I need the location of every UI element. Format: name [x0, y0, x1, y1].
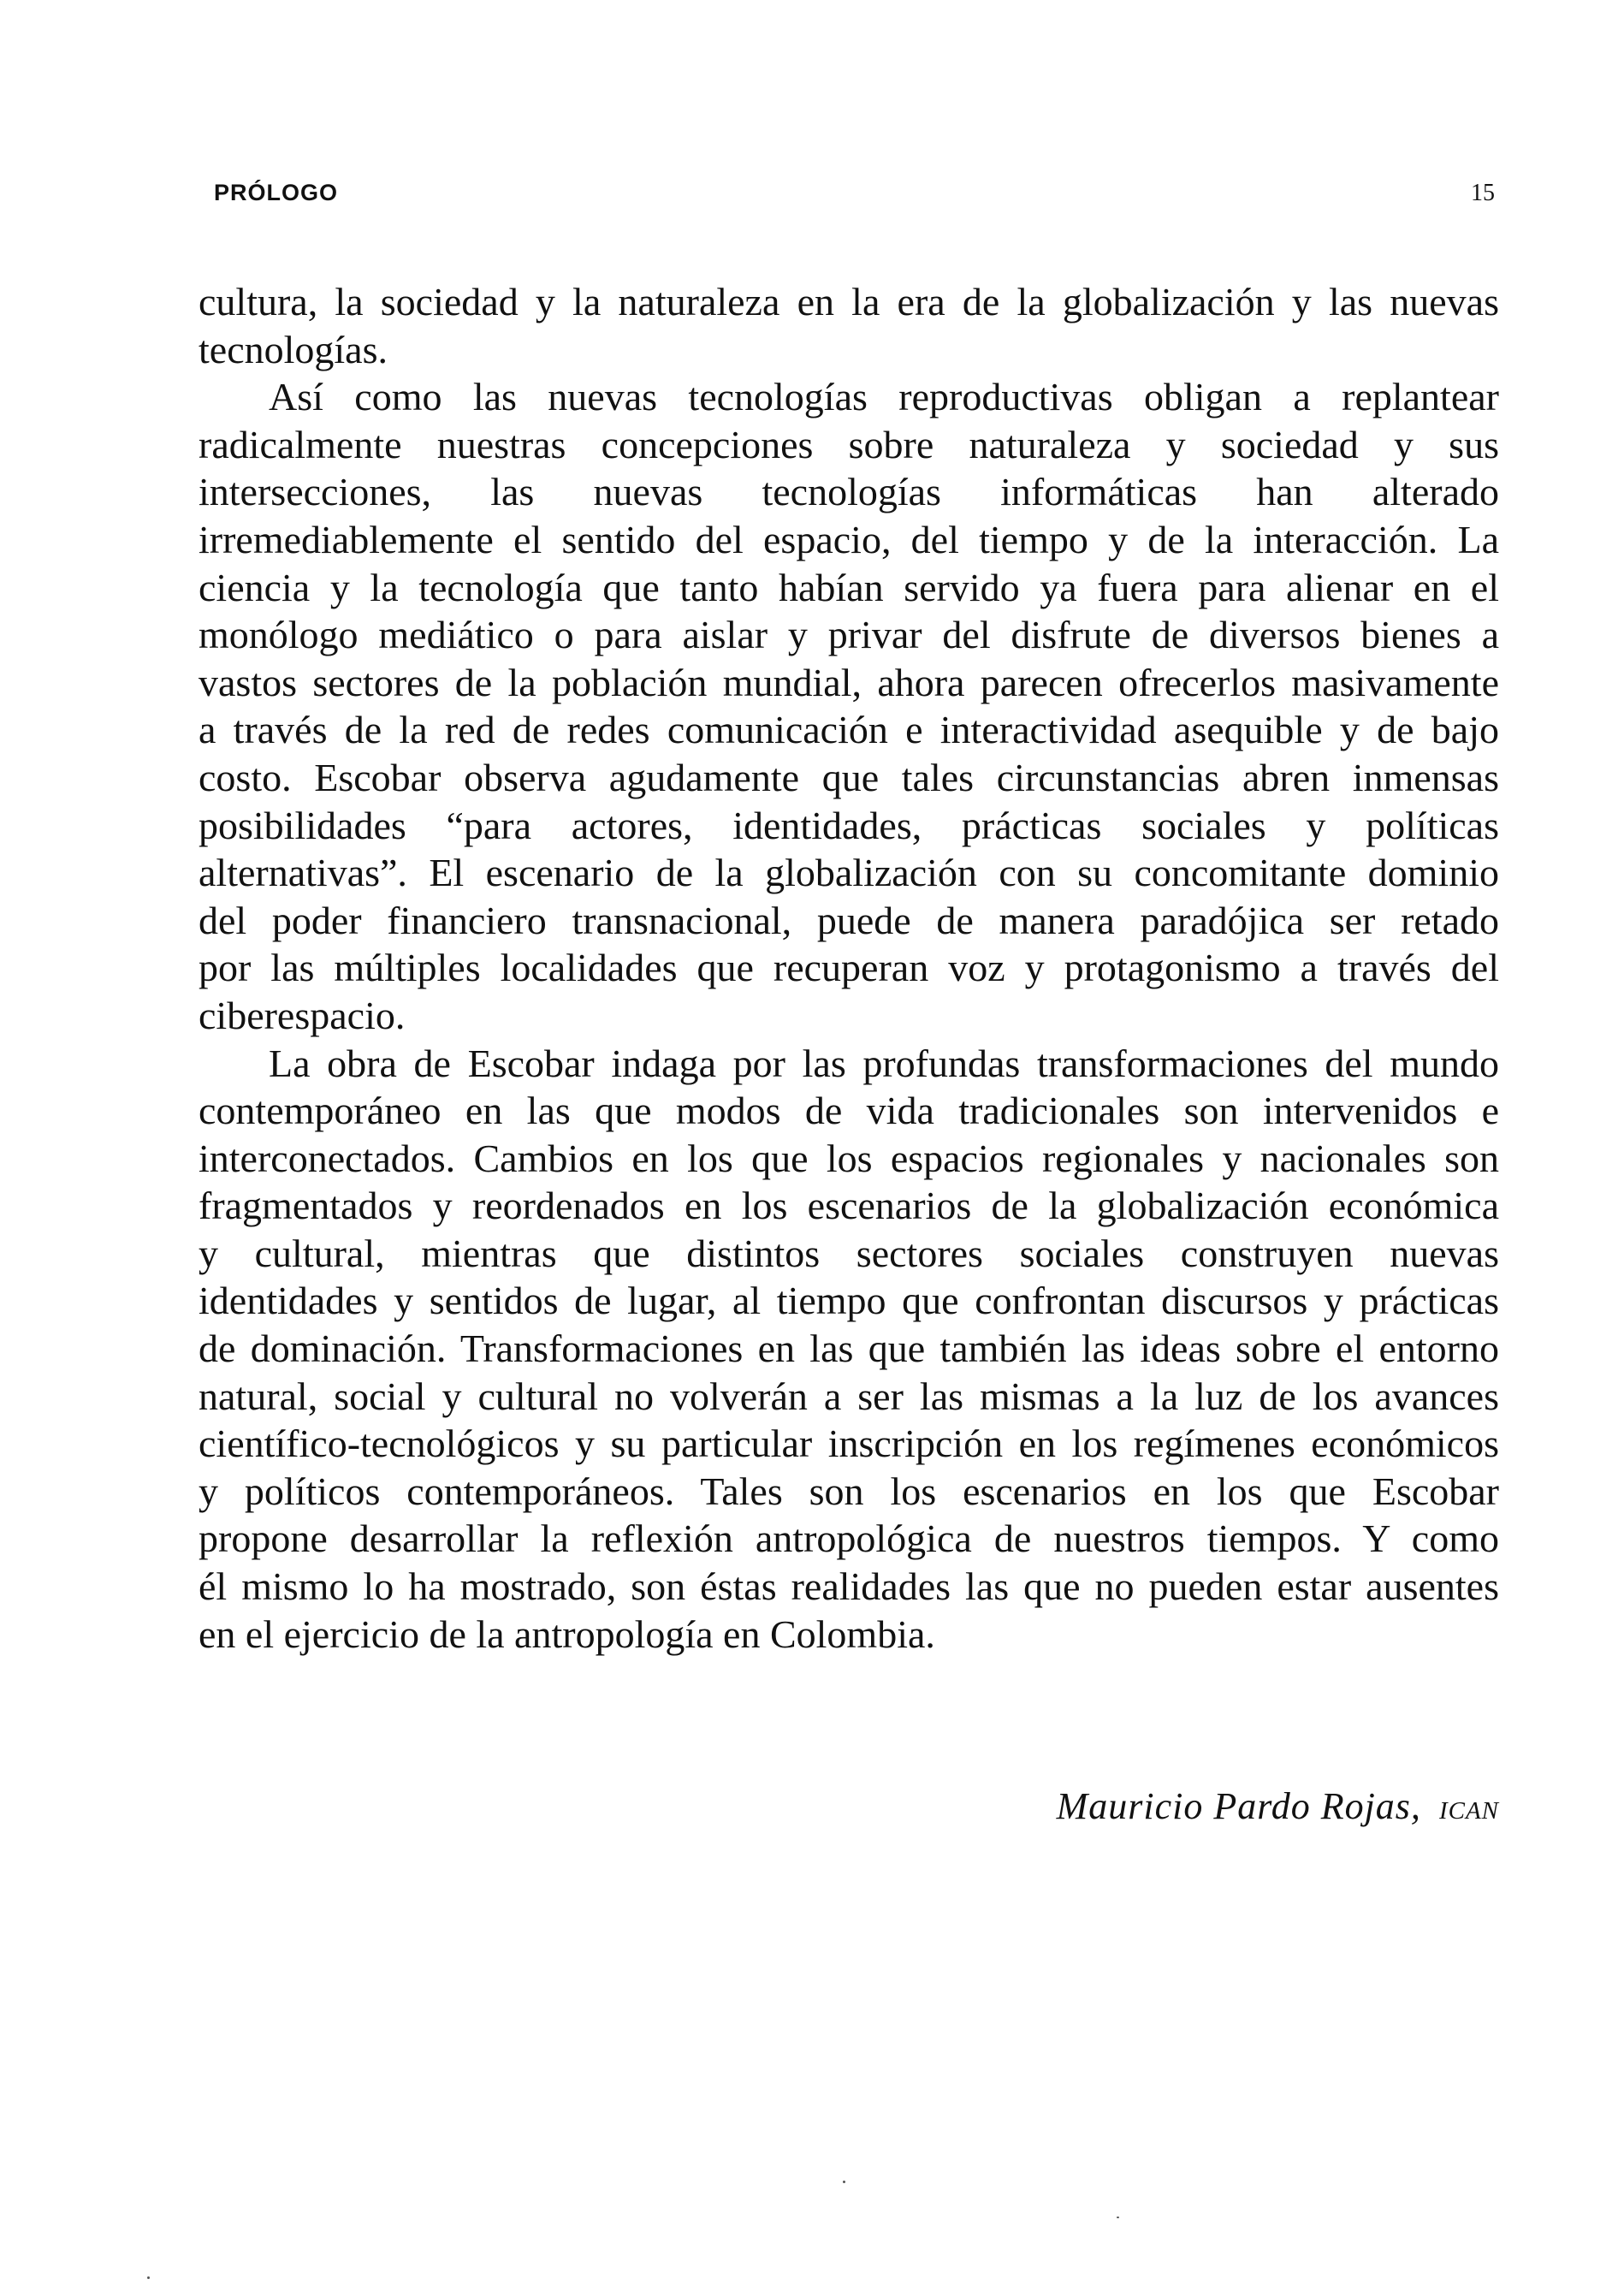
running-head-title: PRÓLOGO	[214, 180, 339, 205]
text-line: del poder financiero transnacional, puede de manera paradójica ser retado	[199, 898, 1499, 942]
page-number: 15	[1471, 180, 1495, 206]
text-line: costo. Escobar observa agudamente que tales circunstancias abren inmensas	[199, 755, 1499, 799]
text-line: alternativas”. El escenario de la globalización con su concomitante dominio	[199, 851, 1499, 895]
text-line: tecnologías.	[199, 327, 388, 371]
text-line: contemporáneo en las que modos de vida tradicionales son intervenidos e	[199, 1089, 1499, 1133]
text-line: ciberespacio.	[199, 993, 406, 1037]
text-line: vastos sectores de la población mundial, ahora parecen ofrecerlos masivamente	[199, 660, 1499, 704]
body-text	[199, 278, 1499, 1658]
text-line: intersecciones, las nuevas tecnologías informáticas han alterado	[199, 470, 1499, 514]
text-line: identidades y sentidos de lugar, al tiempo que confrontan discursos y prácticas	[199, 1279, 1499, 1323]
text-line: ciencia y la tecnología que tanto habían servido ya fuera para alienar en el	[199, 565, 1499, 609]
text-line: él mismo lo ha mostrado, son éstas realidades las que no pueden estar ausentes	[199, 1564, 1499, 1609]
scan-speck	[147, 2276, 150, 2279]
running-head	[214, 180, 1495, 214]
author-name: Mauricio Pardo Rojas,	[1056, 1785, 1421, 1827]
text-line: científico-tecnológicos y su particular inscripción en los regímenes económicos	[199, 1421, 1499, 1466]
text-line: posibilidades “para actores, identidades, prácticas sociales y políticas	[199, 803, 1499, 847]
text-line: y cultural, mientras que distintos sectores sociales construyen nuevas	[199, 1231, 1499, 1275]
scan-speck	[843, 2181, 845, 2183]
text-line: monólogo mediático o para aislar y privar del disfrute de diversos bienes a	[199, 613, 1499, 657]
scan-speck	[1117, 2217, 1119, 2218]
text-line: en el ejercicio de la antropología en Colombia.	[199, 1611, 935, 1656]
text-line: Así como las nuevas tecnologías reproductivas obligan a replantear	[269, 375, 1499, 419]
text-line: irremediablemente el sentido del espacio, del tiempo y de la interacción. La	[199, 517, 1499, 561]
text-line: natural, social y cultural no volverán a ser las mismas a la luz de los avances	[199, 1374, 1499, 1418]
author-signature	[1057, 1784, 1499, 1828]
text-line: fragmentados y reordenados en los escenarios de la globalización económica	[199, 1184, 1499, 1228]
text-line: de dominación. Transformaciones en las que también las ideas sobre el entorno	[199, 1326, 1499, 1371]
text-line: y políticos contemporáneos. Tales son los escenarios en los que Escobar	[199, 1469, 1499, 1513]
text-line: propone desarrollar la reflexión antropológica de nuestros tiempos. Y como	[199, 1516, 1499, 1561]
text-line: radicalmente nuestras concepciones sobre naturaleza y sociedad y sus	[199, 422, 1499, 466]
text-line: por las múltiples localidades que recuperan voz y protagonismo a través del	[199, 946, 1499, 990]
text-line: a través de la red de redes comunicación e interactividad asequible y de bajo	[199, 708, 1499, 752]
text-line: La obra de Escobar indaga por las profundas transformaciones del mundo	[269, 1041, 1499, 1085]
text-line: interconectados. Cambios en los que los espacios regionales y nacionales son	[199, 1136, 1499, 1180]
author-institution: ICAN	[1438, 1797, 1499, 1825]
text-line: cultura, la sociedad y la naturaleza en la era de la globalización y las nuevas	[199, 280, 1499, 323]
